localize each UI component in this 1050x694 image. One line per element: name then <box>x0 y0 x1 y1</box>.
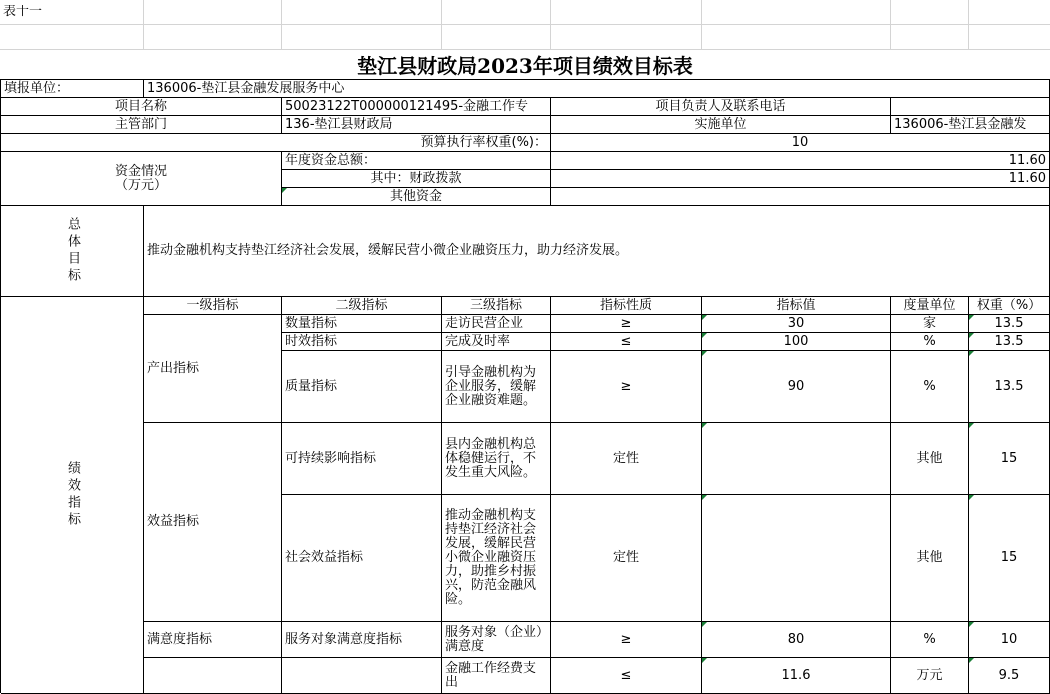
row-value[interactable]: 90 <box>702 351 891 423</box>
grid-line <box>550 0 551 50</box>
row-value[interactable] <box>702 495 891 622</box>
goal-text[interactable]: 推动金融机构支持垫江经济社会发展，缓解民营小微企业融资压力，助力经济发展。 <box>144 206 1050 297</box>
row-unit[interactable]: 其他 <box>891 495 969 622</box>
dept-label[interactable]: 主管部门 <box>1 116 282 134</box>
row-nature[interactable]: ≤ <box>551 658 702 694</box>
row-l2[interactable]: 质量指标 <box>282 351 442 423</box>
row-l2[interactable] <box>282 658 442 694</box>
row-unit[interactable]: 万元 <box>891 658 969 694</box>
header-unit[interactable]: 度量单位 <box>891 297 969 315</box>
grid-line <box>441 0 442 50</box>
project-name-label[interactable]: 项目名称 <box>1 98 282 116</box>
row-nature[interactable]: ≥ <box>551 622 702 658</box>
grid-line <box>968 0 969 50</box>
row-l2[interactable]: 服务对象满意度指标 <box>282 622 442 658</box>
header-l1[interactable]: 一级指标 <box>144 297 282 315</box>
goal-label-cell[interactable] <box>1 206 144 297</box>
row-weight[interactable]: 9.5 <box>969 658 1050 694</box>
level1-output[interactable]: 产出指标 <box>144 315 282 423</box>
row-unit[interactable]: 家 <box>891 315 969 333</box>
level1-satisfaction[interactable]: 满意度指标 <box>144 622 282 658</box>
level1-benefit[interactable]: 效益指标 <box>144 423 282 622</box>
row-unit[interactable]: 其他 <box>891 423 969 495</box>
sheet-label[interactable]: 表十一 <box>3 5 43 19</box>
row-l3[interactable]: 走访民营企业 <box>442 315 551 333</box>
row-value[interactable] <box>702 423 891 495</box>
dept-value[interactable]: 136-垫江县财政局 <box>282 116 551 134</box>
grid-line <box>281 0 282 50</box>
row-unit[interactable]: % <box>891 622 969 658</box>
row-unit[interactable]: % <box>891 351 969 423</box>
grid-line <box>143 0 144 50</box>
total-label[interactable]: 年度资金总额： <box>282 152 551 170</box>
unit-label[interactable]: 填报单位： <box>1 80 144 98</box>
grid-line <box>0 24 1050 25</box>
row-l2[interactable]: 时效指标 <box>282 333 442 351</box>
row-value[interactable]: 80 <box>702 622 891 658</box>
indicators-label-cell[interactable] <box>1 297 144 694</box>
grid-line <box>701 0 702 50</box>
header-value[interactable]: 指标值 <box>702 297 891 315</box>
funds-label[interactable]: 资金情况 （万元） <box>1 152 282 206</box>
row-l2[interactable]: 数量指标 <box>282 315 442 333</box>
row-l3[interactable]: 县内金融机构总体稳健运行，不发生重大风险。 <box>442 423 551 495</box>
grid-line <box>890 0 891 50</box>
header-weight[interactable]: 权重（%） <box>969 297 1050 315</box>
project-name-value[interactable]: 50023122T000000121495-金融工作专 <box>282 98 551 116</box>
row-l2[interactable]: 可持续影响指标 <box>282 423 442 495</box>
level1-cost[interactable] <box>144 658 282 694</box>
row-l2[interactable]: 社会效益指标 <box>282 495 442 622</box>
impl-value[interactable]: 136006-垫江县金融发 <box>891 116 1050 134</box>
goal-label: 总体目标 <box>65 217 80 285</box>
row-unit[interactable]: % <box>891 333 969 351</box>
manager-value[interactable] <box>891 98 1050 116</box>
impl-label[interactable]: 实施单位 <box>551 116 891 134</box>
row-value[interactable]: 30 <box>702 315 891 333</box>
weight-value[interactable]: 10 <box>551 134 1050 152</box>
indicators-label: 绩效指标 <box>65 461 80 529</box>
row-value[interactable]: 100 <box>702 333 891 351</box>
row-value[interactable]: 11.6 <box>702 658 891 694</box>
row-weight[interactable]: 13.5 <box>969 351 1050 423</box>
row-l3[interactable]: 推动金融机构支持垫江经济社会发展，缓解民营小微企业融资压力，助推乡村振兴，防范金融风险。 <box>442 495 551 622</box>
row-weight[interactable]: 13.5 <box>969 333 1050 351</box>
row-weight[interactable]: 15 <box>969 423 1050 495</box>
header-nature[interactable]: 指标性质 <box>551 297 702 315</box>
row-l3[interactable]: 引导金融机构为企业服务，缓解企业融资难题。 <box>442 351 551 423</box>
total-value[interactable]: 11.60 <box>551 152 1050 170</box>
weight-label[interactable]: 预算执行率权重(%)： <box>1 134 551 152</box>
row-weight[interactable]: 10 <box>969 622 1050 658</box>
row-nature[interactable]: 定性 <box>551 423 702 495</box>
row-l3[interactable]: 金融工作经费支出 <box>442 658 551 694</box>
row-weight[interactable]: 15 <box>969 495 1050 622</box>
row-nature[interactable]: ≤ <box>551 333 702 351</box>
row-weight[interactable]: 13.5 <box>969 315 1050 333</box>
row-nature[interactable]: 定性 <box>551 495 702 622</box>
performance-table <box>0 79 1050 693</box>
header-l3[interactable]: 三级指标 <box>442 297 551 315</box>
row-l3[interactable]: 服务对象（企业）满意度 <box>442 622 551 658</box>
other-label[interactable]: 其他资金 <box>282 188 551 206</box>
fiscal-label[interactable]: 其中：财政拨款 <box>282 170 551 188</box>
other-value[interactable] <box>551 188 1050 206</box>
page-title[interactable]: 垫江县财政局2023年项目绩效目标表 <box>357 54 693 78</box>
header-l2[interactable]: 二级指标 <box>282 297 442 315</box>
row-nature[interactable]: ≥ <box>551 315 702 333</box>
manager-label[interactable]: 项目负责人及联系电话 <box>551 98 891 116</box>
unit-value[interactable]: 136006-垫江县金融发展服务中心 <box>144 80 1050 98</box>
row-nature[interactable]: ≥ <box>551 351 702 423</box>
row-l3[interactable]: 完成及时率 <box>442 333 551 351</box>
fiscal-value[interactable]: 11.60 <box>551 170 1050 188</box>
